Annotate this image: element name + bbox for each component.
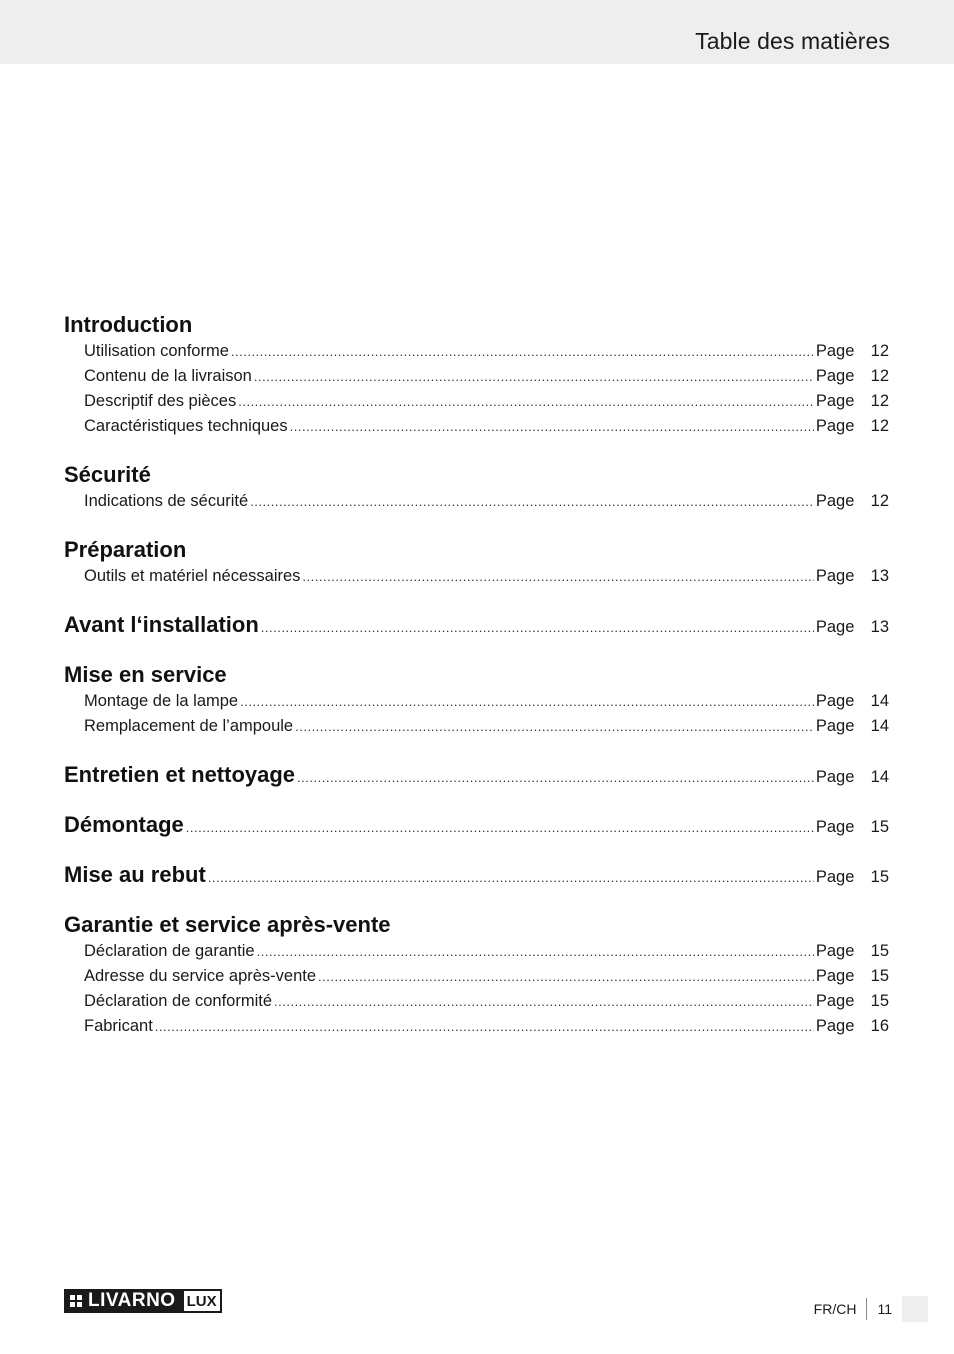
page-word: Page <box>815 367 855 385</box>
toc-entry <box>64 692 889 717</box>
page-word: Page <box>815 868 855 886</box>
page-reference <box>816 567 889 586</box>
page-word: Page <box>815 492 855 510</box>
dot-leader <box>318 969 814 984</box>
page-reference <box>816 992 889 1011</box>
page-word: Page <box>815 717 855 735</box>
page-reference <box>816 717 889 736</box>
page-number: 16 <box>870 1017 889 1035</box>
table-of-contents <box>64 312 889 1042</box>
page-number: 12 <box>870 342 889 360</box>
page-word: Page <box>815 967 855 985</box>
entry-label: Déclaration de conformité <box>84 992 273 1010</box>
entry-label: Indications de sécurité <box>84 492 249 510</box>
toc-entry <box>64 967 889 992</box>
section-title: Mise au rebut <box>64 862 206 887</box>
page-number: 12 <box>870 392 889 410</box>
page-reference <box>816 367 889 386</box>
page-reference <box>816 868 889 887</box>
toc-section-heading <box>64 662 889 692</box>
section-title: Introduction <box>64 312 193 337</box>
toc-section-heading <box>64 537 889 567</box>
toc-section <box>64 462 889 517</box>
dot-leader <box>290 419 814 434</box>
dot-leader <box>238 394 814 409</box>
section-title: Avant l‘installation <box>64 612 259 637</box>
toc-entry <box>64 992 889 1017</box>
dot-leader <box>254 369 814 384</box>
logo-main-text: LIVARNO <box>88 1290 176 1311</box>
page-title: Table des matières <box>695 28 890 54</box>
page-reference <box>816 417 889 436</box>
toc-section-heading <box>64 912 889 942</box>
toc-section-heading <box>64 612 889 642</box>
toc-section <box>64 812 889 842</box>
section-title: Préparation <box>64 537 187 562</box>
toc-entry <box>64 567 889 592</box>
dot-leader <box>257 944 814 959</box>
dot-leader <box>250 494 814 509</box>
dot-leader <box>297 770 814 785</box>
toc-section-heading <box>64 462 889 492</box>
page-reference <box>816 492 889 511</box>
page-reference <box>816 342 889 361</box>
page-word: Page <box>815 342 855 360</box>
logo-sub-text: LUX <box>182 1289 222 1313</box>
entry-label: Adresse du service après-vente <box>84 967 317 985</box>
page-number: 14 <box>870 692 889 710</box>
section-title: Entretien et nettoyage <box>64 762 296 787</box>
dot-leader <box>261 620 814 635</box>
entry-label: Outils et matériel nécessaires <box>84 567 301 585</box>
toc-entry <box>64 367 889 392</box>
section-title: Mise en service <box>64 662 227 687</box>
page-reference <box>816 942 889 961</box>
page-reference <box>816 692 889 711</box>
footer-page-number: 11 <box>877 1301 892 1317</box>
page-word: Page <box>815 1017 855 1035</box>
dot-leader <box>240 694 814 709</box>
toc-section-heading <box>64 762 889 792</box>
page-reference <box>816 768 889 787</box>
page-number: 15 <box>870 967 889 985</box>
toc-entry <box>64 417 889 442</box>
toc-section-heading <box>64 862 889 892</box>
entry-label: Déclaration de garantie <box>84 942 255 960</box>
page-reference <box>816 392 889 411</box>
page-word: Page <box>815 818 855 836</box>
dot-leader <box>186 820 814 835</box>
page-word: Page <box>815 417 855 435</box>
page-reference <box>816 618 889 637</box>
dot-leader <box>274 994 814 1009</box>
toc-section <box>64 862 889 892</box>
page-word: Page <box>815 768 855 786</box>
page-reference <box>816 1017 889 1036</box>
page-number: 14 <box>870 768 889 786</box>
toc-entry <box>64 392 889 417</box>
entry-label: Caractéristiques techniques <box>84 417 288 435</box>
toc-section-heading <box>64 812 889 842</box>
page-word: Page <box>815 942 855 960</box>
toc-entry <box>64 1017 889 1042</box>
page-footer <box>814 1296 928 1322</box>
page-number: 15 <box>870 868 889 886</box>
page-number: 14 <box>870 717 889 735</box>
brand-logo <box>64 1289 222 1313</box>
toc-section <box>64 312 889 442</box>
page-number: 12 <box>870 367 889 385</box>
page-reference <box>816 967 889 986</box>
page-number: 13 <box>870 618 889 636</box>
toc-section-heading <box>64 312 889 342</box>
entry-label: Utilisation conforme <box>84 342 229 360</box>
toc-entry <box>64 492 889 517</box>
page-word: Page <box>815 692 855 710</box>
entry-label: Descriptif des pièces <box>84 392 237 410</box>
entry-label: Contenu de la livraison <box>84 367 252 385</box>
page-number: 15 <box>870 942 889 960</box>
toc-section <box>64 612 889 642</box>
page-number: 15 <box>870 992 889 1010</box>
footer-language: FR/CH <box>813 1301 857 1317</box>
entry-label: Remplacement de l’ampoule <box>84 717 294 735</box>
page-number: 12 <box>870 492 889 510</box>
toc-entry <box>64 342 889 367</box>
logo-squares-icon <box>70 1295 82 1307</box>
entry-label: Montage de la lampe <box>84 692 239 710</box>
page-word: Page <box>815 992 855 1010</box>
page-word: Page <box>815 392 855 410</box>
page-number: 15 <box>870 818 889 836</box>
dot-leader <box>231 344 814 359</box>
footer-tab-marker <box>902 1296 928 1322</box>
section-title: Démontage <box>64 812 184 837</box>
toc-section <box>64 762 889 792</box>
toc-entry <box>64 942 889 967</box>
entry-label: Fabricant <box>84 1017 153 1035</box>
dot-leader <box>295 719 814 734</box>
section-title: Garantie et service après-vente <box>64 912 391 937</box>
dot-leader <box>155 1019 814 1034</box>
page-number: 13 <box>870 567 889 585</box>
dot-leader <box>302 569 813 584</box>
page-word: Page <box>815 618 855 636</box>
dot-leader <box>208 870 814 885</box>
section-title: Sécurité <box>64 462 151 487</box>
toc-section <box>64 912 889 1042</box>
page-reference <box>816 818 889 837</box>
page-number: 12 <box>870 417 889 435</box>
page-word: Page <box>815 567 855 585</box>
toc-section <box>64 537 889 592</box>
toc-section <box>64 662 889 742</box>
toc-entry <box>64 717 889 742</box>
